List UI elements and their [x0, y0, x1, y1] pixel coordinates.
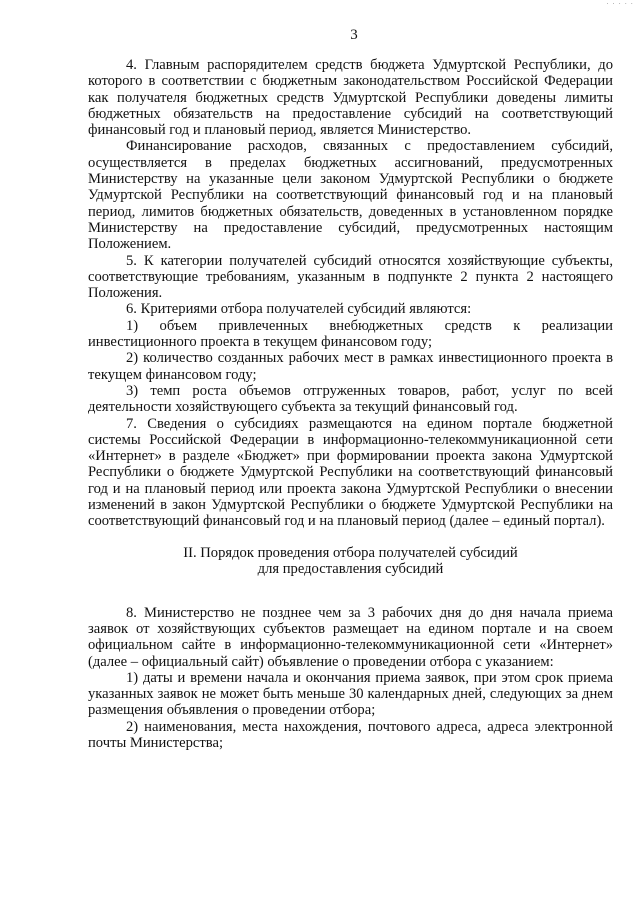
paragraph-6: 6. Критериями отбора получателей субсидий являются:	[126, 301, 472, 318]
section-heading-line-2: для предоставления субсидий	[257, 561, 444, 578]
paragraph-8: 8. Министерство не позднее чем за 3 рабочих дня до дня начала приема заявок от хозяйствующих субъектов размещает на едином портале и на своем официальном сайте в информационно-телекоммуникационной сети «Интернет» (далее – официальный сайт) объявление о проведении отбора с указанием:	[88, 604, 613, 670]
criterion-3: 3) темп роста объемов отгруженных товаров, работ, услуг по всей деятельности хозяйствующего субъекта за текущий финансовый год.	[88, 382, 613, 416]
paragraph-5: 5. К категории получателей субсидий относятся хозяйствующие субъекты, соответствующие требованиям, указанным в подпункте 2 пункта 2 настоящего Положения.	[88, 252, 613, 302]
paragraph-4: 4. Главным распорядителем средств бюджета Удмуртской Республики, до которого в соответствии с бюджетным законодательством Российской Федерации как получателя бюджетных средств Удмуртской Республики доведены лимиты бюджетных обязательств на предоставление субсидий на соответствующий финансовый год и плановый период, является Министерство.	[88, 57, 613, 139]
paragraph-7: 7. Сведения о субсидиях размещаются на едином портале бюджетной системы Российской Федерации в информационно-телекоммуникационной сети «Интернет» в разделе «Бюджет» при формировании проекта закона Удмуртской Республики о бюджете Удмуртской Республики на соответствующий финансовый год и на плановый период или проекта закона Удмуртской Республики о внесении изменений в закон Удмуртской Республики о бюджете Удмуртской Республики на соответствующий финансовый год и на плановый период (далее – единый портал).	[88, 415, 613, 530]
section-heading-line-1: II. Порядок проведения отбора получателей субсидий	[183, 544, 518, 561]
criterion-1: 1) объем привлеченных внебюджетных средств к реализации инвестиционного проекта в текущем финансовом году;	[88, 317, 613, 351]
corner-mark: · · · · ·	[606, 0, 634, 8]
paragraph-financing: Финансирование расходов, связанных с предоставлением субсидий, осуществляется в пределах бюджетных ассигнований, предусмотренных Министерству на указанные цели законом Удмуртской Республики о бюджете Удмуртской Республики на соответствующий финансовый год и на плановый период, лимитов бюджетных обязательств, доведенных в установленном порядке Министерству на предоставление субсидий, предусмотренных настоящим Положением.	[88, 138, 613, 253]
section-heading	[88, 545, 613, 578]
criterion-2: 2) количество созданных рабочих мест в рамках инвестиционного проекта в текущем финансовом году;	[88, 350, 613, 383]
page-number: 3	[350, 27, 358, 43]
item-2-names: 2) наименования, места нахождения, почтового адреса, адреса электронной почты Министерства;	[88, 718, 613, 751]
item-1-dates: 1) даты и времени начала и окончания приема заявок, при этом срок приема указанных заявок не может быть меньше 30 календарных дней, следующих за днем размещения объявления о проведении отбора;	[88, 669, 613, 719]
document-body	[88, 57, 613, 751]
